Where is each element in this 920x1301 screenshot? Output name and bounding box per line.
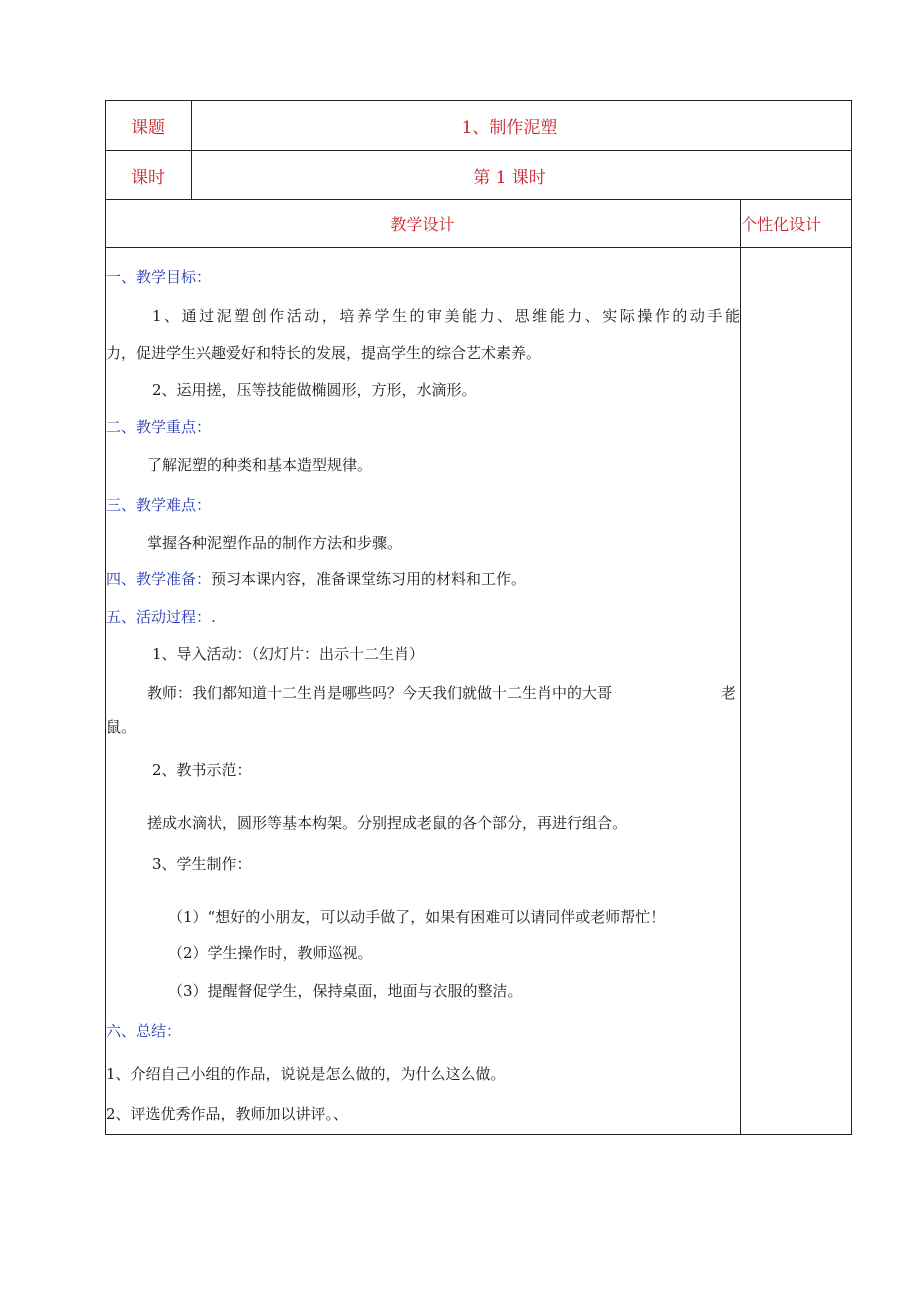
lesson-plan-table xyxy=(105,100,852,1135)
section-preparation-title: 四、教学准备： xyxy=(106,570,212,588)
section-goals-title: 一、教学目标： xyxy=(106,268,212,286)
teacher-line-1: 教师：我们都知道十二生肖是哪些吗？今天我们就做十二生肖中的大哥 xyxy=(147,684,613,702)
period-label: 课时 xyxy=(131,167,165,188)
teaching-design-header: 教学设计 xyxy=(390,215,455,234)
topic-label: 课题 xyxy=(131,118,165,138)
goal-1-line-2: 力，促进学生兴趣爱好和特长的发展，提高学生的综合艺术素养。 xyxy=(106,344,542,362)
section-key-points-title: 二、教学重点： xyxy=(106,418,212,436)
goal-2: 2、运用搓，压等技能做椭圆形，方形，水滴形。 xyxy=(152,381,477,399)
summary-1: 1、介绍自己小组的作品，说说是怎么做的，为什么这么做。 xyxy=(106,1065,506,1083)
personal-column-divider xyxy=(740,200,741,1135)
step-3-student: 3、学生制作： xyxy=(152,855,252,873)
sub-step-3: （3）提醒督促学生，保持桌面，地面与衣服的整洁。 xyxy=(168,982,523,1000)
key-point-text: 了解泥塑的种类和基本造型规律。 xyxy=(147,456,373,474)
summary-2: 2、评选优秀作品，教师加以讲评。、 xyxy=(106,1105,349,1123)
preparation-text: 预习本课内容，准备课堂练习用的材料和工作。 xyxy=(211,570,527,588)
demo-text: 搓成水滴状，圆形等基本构架。分别捏成老鼠的各个部分，再进行组合。 xyxy=(147,814,628,832)
teacher-line-1-end: 老 xyxy=(721,684,737,702)
topic-value-text: 1、制作泥塑 xyxy=(461,118,558,138)
step-1-intro: 1、导入活动：（幻灯片：出示十二生肖） xyxy=(152,645,425,663)
period-value xyxy=(192,151,851,199)
topic-value xyxy=(192,101,851,150)
preparation-line xyxy=(106,569,526,589)
section-process-title: 五、活动过程：. xyxy=(106,608,216,626)
difficulty-text: 掌握各种泥塑作品的制作方法和步骤。 xyxy=(147,534,403,552)
sub-step-1: （1）“想好的小朋友，可以动手做了，如果有困难可以请同伴或老师帮忙！ xyxy=(168,908,666,926)
goal-1-line-1: 1、通过泥塑创作活动，培养学生的审美能力、思维能力、实际操作的动手能 xyxy=(152,307,740,325)
section-difficulty-title: 三、教学难点： xyxy=(106,496,212,514)
teacher-line-2: 鼠。 xyxy=(106,718,137,736)
period-value-text: 第 1 课时 xyxy=(473,167,546,188)
step-2-demo: 2、教书示范： xyxy=(152,761,252,779)
section-summary-title: 六、总结： xyxy=(106,1022,182,1040)
sub-step-2: （2）学生操作时，教师巡视。 xyxy=(168,944,373,962)
personalized-design-header: 个性化设计 xyxy=(741,215,822,234)
